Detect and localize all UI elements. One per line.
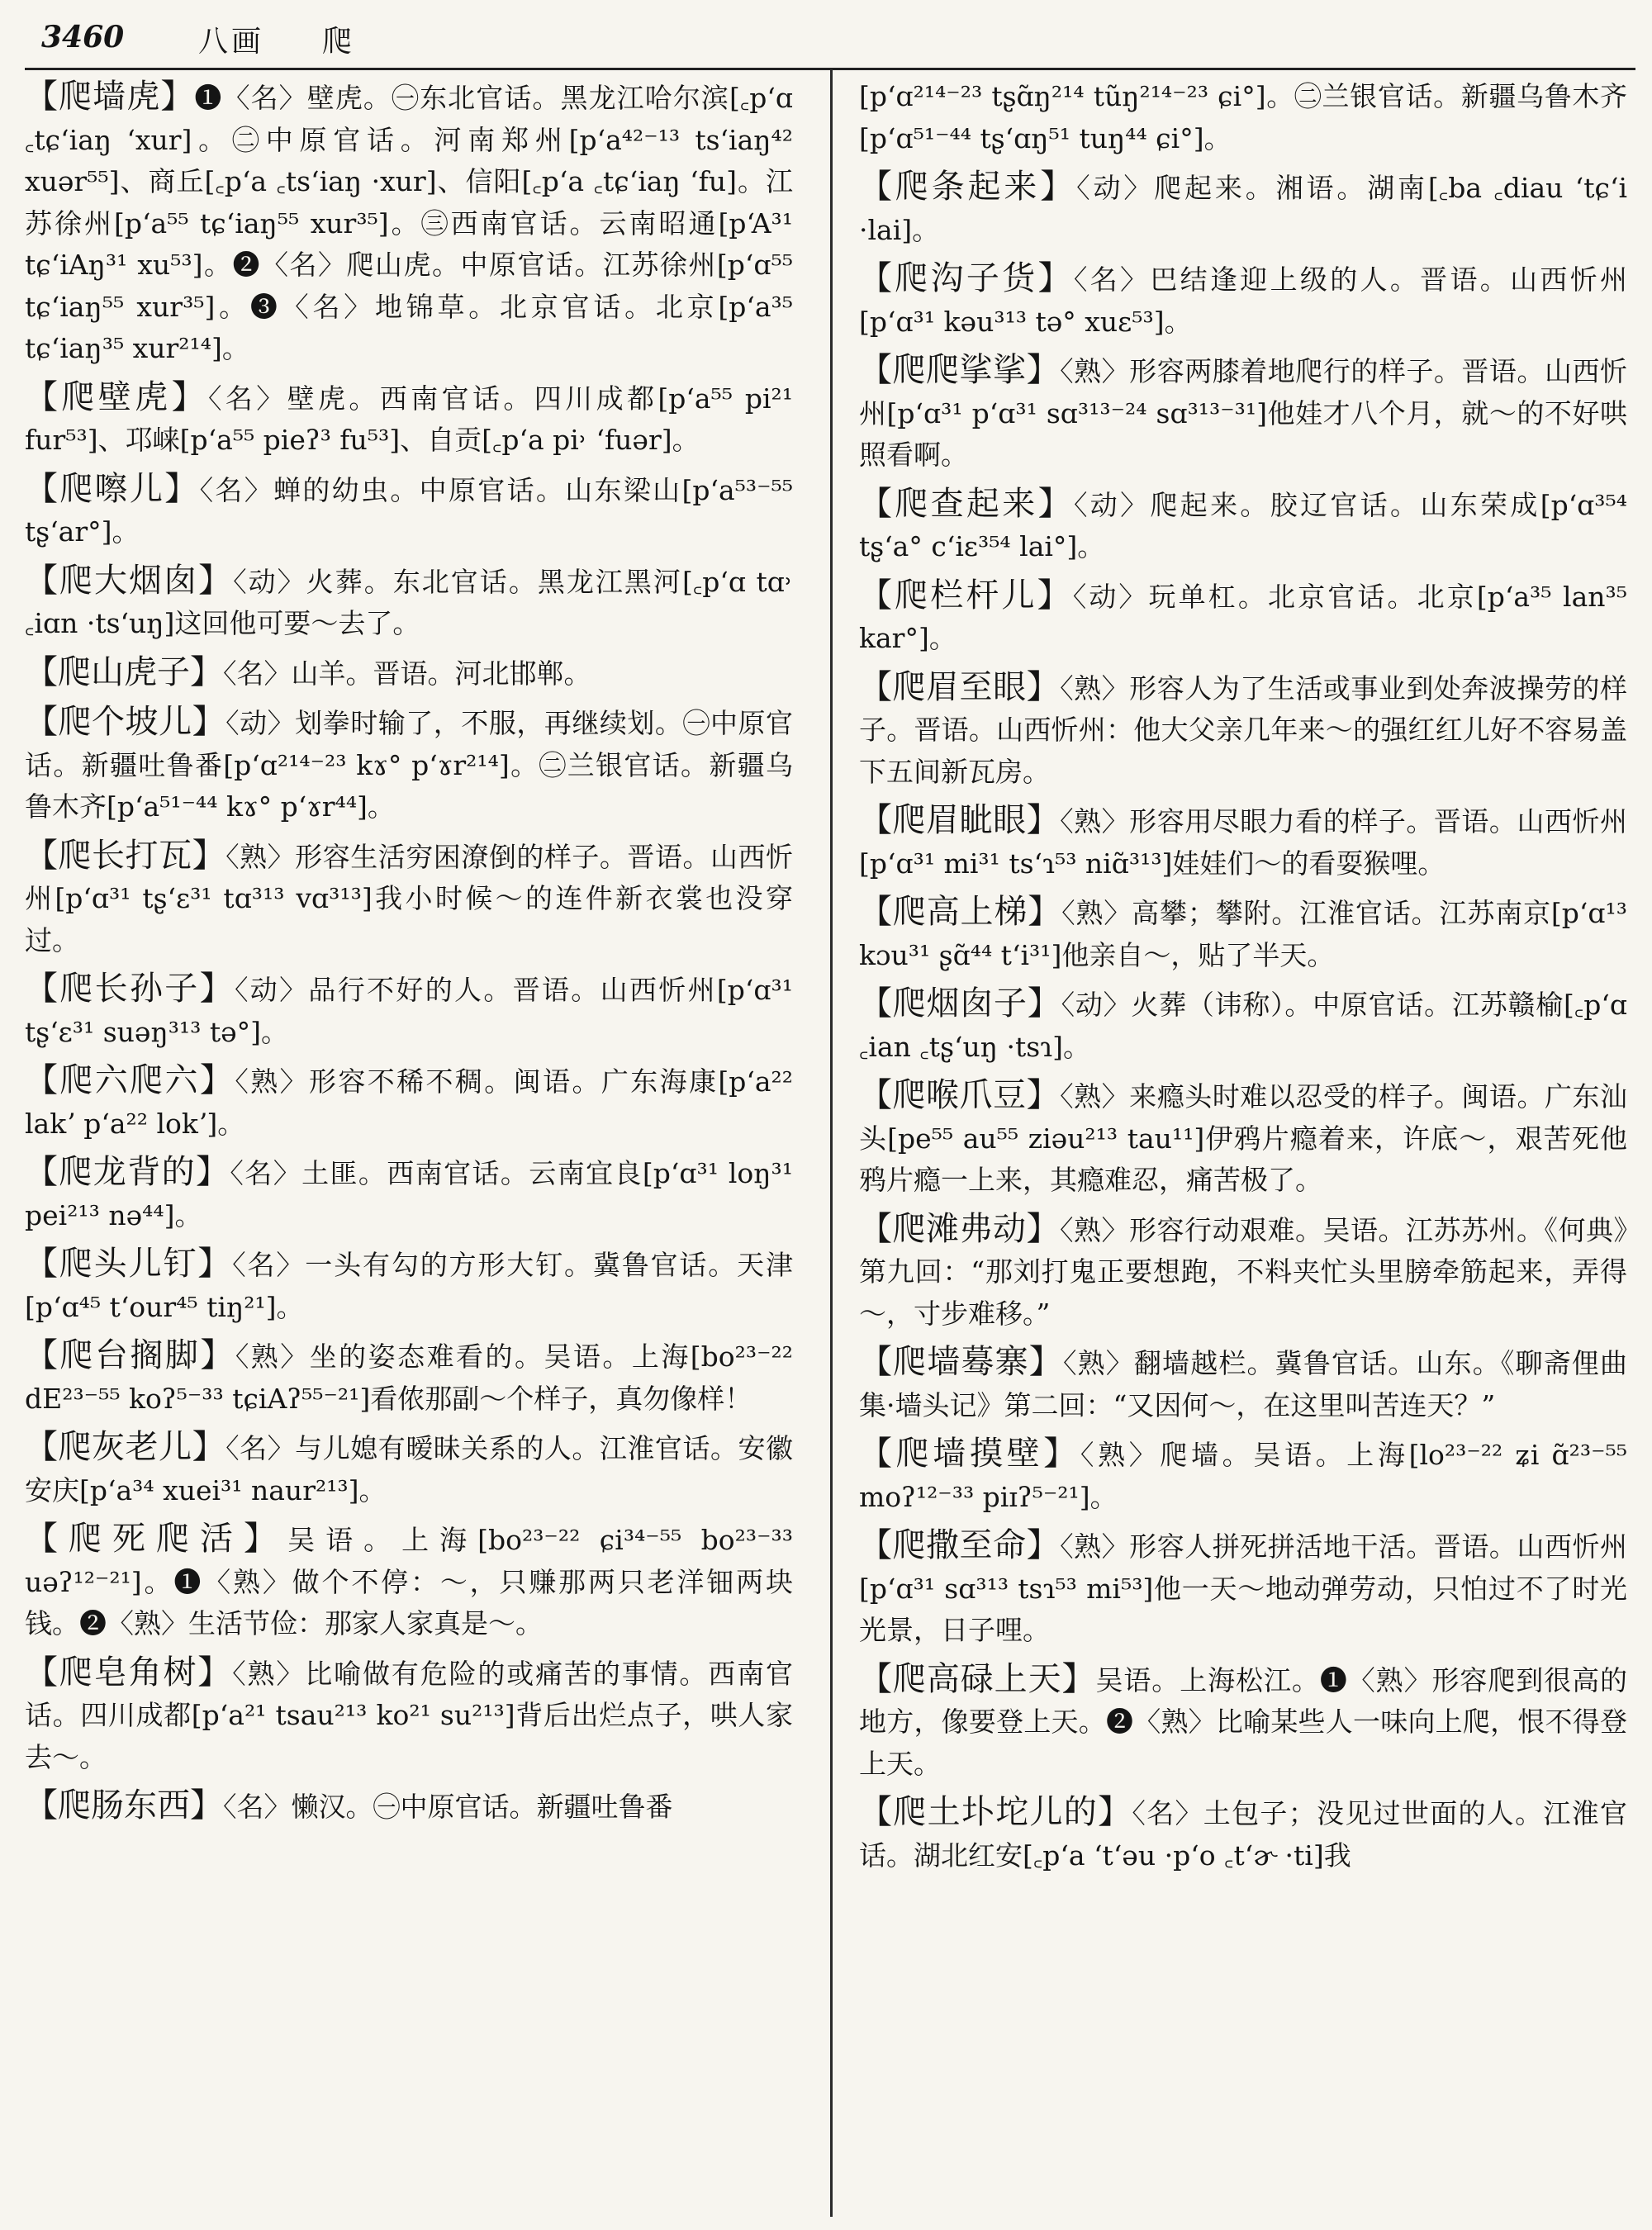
dictionary-entry [25, 1652, 793, 1779]
entry-headword: 【爬喉爪豆】 [859, 1076, 1061, 1114]
dictionary-entry [859, 1208, 1627, 1336]
page-number: 3460 [41, 20, 125, 55]
dictionary-entry [859, 76, 1627, 159]
dictionary-entry [859, 1791, 1627, 1877]
dictionary-entry [25, 835, 793, 962]
entry-definition: 〈名〉懒汉。㊀中原官话。新疆吐鲁番 [223, 1791, 673, 1823]
entry-headword: 【爬眉至眼】 [859, 667, 1061, 706]
entry-headword: 【爬灰老儿】 [25, 1428, 226, 1466]
entry-definition: 〈熟〉形容两膝着地爬行的样子。晋语。山西忻州[pʻɑ³¹ pʻɑ³¹ sɑ³¹³⁻²⁴ sɑ³¹³⁻³¹]他娃才八个月，就～的不好哄照看啊。 [859, 355, 1628, 471]
entry-definition: 〈动〉火葬（讳称）。中原官话。江苏赣榆[꜀pʻɑ ꜀ian ꜀tʂʻuŋ ·tsɿ]。 [859, 989, 1628, 1063]
dictionary-entry [25, 1518, 793, 1645]
entry-headword: 【爬滩弗动】 [859, 1209, 1060, 1248]
dictionary-entry [859, 1075, 1627, 1202]
entry-headword: 【爬墙摸壁】 [859, 1435, 1080, 1473]
entry-definition: 〈名〉土包子；没见过世面的人。江淮官话。湖北红安[꜀pʻa ʻtʻəu ·pʻo ꜀tʻɚ ·ti]我 [859, 1797, 1628, 1872]
entry-headword: 【爬沟子货】 [859, 259, 1074, 297]
entry-headword: 【爬土圤坨儿的】 [859, 1793, 1132, 1831]
dictionary-entry [25, 1060, 793, 1145]
entry-definition: 吴语。上海[bo²³⁻²² ɕi³⁴⁻⁵⁵ bo²³⁻³³ uəʔ¹²⁻²¹]。❶〈熟〉做个不停：～，只赚那两只老洋钿两块钱。❷〈熟〉生活节俭：那家人家真是～。 [25, 1524, 793, 1639]
entry-headword: 【爬墙蓦寨】 [859, 1343, 1063, 1381]
entry-headword: 【爬墙虎】 [25, 78, 195, 116]
entry-headword: 【爬高碌上天】 [859, 1659, 1096, 1698]
entry-headword: 【爬条起来】 [859, 168, 1077, 206]
entry-definition: 〈动〉品行不好的人。晋语。山西忻州[pʻɑ³¹ tʂʻɛ³¹ suəŋ³¹³ tə°]。 [25, 974, 793, 1048]
dictionary-entry [25, 1243, 793, 1328]
entry-headword: 【爬个坡儿】 [25, 703, 226, 741]
dictionary-entry [25, 1335, 793, 1420]
entry-headword: 【爬死爬活】 [25, 1520, 288, 1558]
dictionary-entry [859, 483, 1627, 568]
entry-headword: 【爬查起来】 [859, 484, 1074, 523]
entry-definition: 〈动〉划拳时输了，不服，再继续划。㊀中原官话。新疆吐鲁番[pʻɑ²¹⁴⁻²³ kɤ° pʻɤr²¹⁴]。㊁兰银官话。新疆乌鲁木齐[pʻa⁵¹⁻⁴⁴ kɤ° pʻɤr⁴⁴]。 [25, 707, 794, 823]
dictionary-entry [25, 76, 793, 370]
dictionary-entry [25, 701, 793, 828]
entry-headword: 【爬高上梯】 [859, 893, 1062, 931]
dictionary-entry [859, 799, 1627, 885]
entry-definition: 〈动〉爬起来。胶辽官话。山东荣成[pʻɑ³⁵⁴ tʂʻa° cʻiɛ³⁵⁴ lai°]。 [859, 488, 1627, 562]
entry-definition: 〈名〉与儿媳有暧昧关系的人。江淮官话。安徽安庆[pʻa³⁴ xuei³¹ naur²¹³]。 [25, 1432, 794, 1506]
entry-headword: 【爬长孙子】 [25, 970, 235, 1008]
dictionary-entry [25, 968, 793, 1053]
dictionary-entry [25, 1151, 793, 1236]
entry-headword: 【爬爬挲挲】 [859, 351, 1061, 389]
entry-headword: 【爬山虎子】 [25, 652, 223, 691]
entry-definition: 〈名〉蝉的幼虫。中原官话。山东梁山[pʻa⁵³⁻⁵⁵ tʂʻar°]。 [25, 473, 794, 548]
entry-definition: 〈熟〉来瘾头时难以忍受的样子。闽语。广东汕头[pe⁵⁵ au⁵⁵ ziəu²¹³ tau¹¹]伊鸦片瘾着来，许底～，艰苦死他鸦片瘾一上来，其瘾难忍，痛苦极了。 [859, 1080, 1628, 1196]
dictionary-entry [859, 1433, 1627, 1518]
entry-definition: 〈熟〉形容行动艰难。吴语。江苏苏州。《何典》第九回：“那刘打鬼正要想跑，不料夹忙头里膀牵筋起来，弄得～，寸步难移。” [859, 1213, 1627, 1330]
dictionary-entry [25, 560, 793, 645]
entry-definition: 〈名〉壁虎。西南官话。四川成都[pʻa⁵⁵ pi²¹ fur⁵³]、邛崃[pʻa⁵⁵ pieʔ³ fu⁵³]、自贡[꜀pʻa pi˒ ʻfuər]。 [25, 382, 794, 456]
entry-headword: 【爬栏杆儿】 [859, 576, 1073, 614]
right-column [859, 76, 1627, 1883]
entry-definition: 〈熟〉坐的姿态难看的。吴语。上海[bo²³⁻²² dE²³⁻⁵⁵ koʔ⁵⁻³³ tɕiAʔ⁵⁵⁻²¹]看侬那副～个样子，真勿像样！ [25, 1340, 794, 1415]
dictionary-entry [859, 1525, 1627, 1652]
entry-headword: 【爬嚓儿】 [25, 469, 200, 508]
entry-headword: 【爬台搁脚】 [25, 1336, 235, 1374]
entry-definition: 〈熟〉翻墙越栏。冀鲁官话。山东。《聊斋俚曲集·墙头记》第二回：“又因何～，在这里叫苦连天？” [859, 1347, 1628, 1421]
entry-definition: 〈名〉一头有勾的方形大钉。冀鲁官话。天津[pʻɑ⁴⁵ tʻour⁴⁵ tiŋ²¹]。 [25, 1249, 794, 1323]
dictionary-entry [859, 166, 1627, 251]
entry-headword: 【爬长打瓦】 [25, 836, 226, 875]
entry-headword: 【爬撒至命】 [859, 1526, 1061, 1564]
entry-headword: 【爬大烟囱】 [25, 561, 234, 600]
entry-definition: 〈名〉山羊。晋语。河北邯郸。 [223, 657, 591, 690]
dictionary-entry [859, 983, 1627, 1068]
dictionary-entry [859, 349, 1627, 477]
dictionary-entry [859, 258, 1627, 343]
entry-definition: 〈动〉玩单杠。北京官话。北京[pʻa³⁵ lan³⁵ kar°]。 [859, 580, 1627, 654]
entry-definition: 吴语。上海松江。❶〈熟〉形容爬到很高的地方，像要登上天。❷〈熟〉比喻某些人一味向上爬，恨不得登上天。 [859, 1663, 1628, 1780]
entry-definition: 〈熟〉形容人拼死拼活地干活。晋语。山西忻州[pʻɑ³¹ sɑ³¹³ tsɿ⁵³ mi⁵³]他一天～地动弹劳动，只怕过不了时光光景，日子哩。 [859, 1530, 1628, 1646]
left-column [25, 76, 793, 1835]
entry-definition: 〈熟〉形容生活穷困潦倒的样子。晋语。山西忻州[pʻɑ³¹ tʂʻɛ³¹ tɑ³¹³ vɑ³¹³]我小时候～的连件新衣裳也没穿过。 [25, 840, 794, 956]
dictionary-entry [859, 1341, 1627, 1426]
entry-definition: 〈名〉巴结逢迎上级的人。晋语。山西忻州[pʻɑ³¹ kəu³¹³ tə° xuɛ⁵³]。 [859, 263, 1627, 338]
entry-definition: 〈动〉火葬。东北官话。黑龙江黑河[꜀pʻɑ tɑ˒ ꜀iɑn ·tsʻuŋ]这回他可要～去了。 [25, 565, 794, 639]
dictionary-entry [25, 377, 793, 462]
entry-headword: 【爬头儿钉】 [25, 1245, 233, 1283]
entry-headword: 【爬龙背的】 [25, 1153, 230, 1191]
dictionary-entry [859, 575, 1627, 660]
dictionary-entry [25, 1426, 793, 1511]
radical-heading: 爬 [322, 25, 353, 59]
page-header [25, 18, 1635, 70]
dictionary-entry [859, 1658, 1627, 1786]
entry-definition: 〈熟〉比喻做有危险的或痛苦的事情。西南官话。四川成都[pʻa²¹ tsau²¹³ ko²¹ su²¹³]背后出烂点子，哄人家去～。 [25, 1657, 794, 1773]
column-divider [830, 69, 833, 2217]
entry-definition: [pʻɑ²¹⁴⁻²³ tʂɑ̃ŋ²¹⁴ tũŋ²¹⁴⁻²³ ɕi°]。㊁兰银官话。新疆乌鲁木齐[pʻɑ⁵¹⁻⁴⁴ tʂʻɑŋ⁵¹ tuŋ⁴⁴ ɕi°]。 [859, 80, 1627, 154]
entry-definition: 〈熟〉高攀；攀附。江淮官话。江苏南京[pʻɑ¹³ kɔu³¹ ʂɑ̃⁴⁴ tʻi³¹]他亲自～，贴了半天。 [859, 897, 1627, 971]
entry-headword: 【爬六爬六】 [25, 1061, 235, 1099]
entry-headword: 【爬烟囱子】 [859, 985, 1061, 1022]
dictionary-entry [25, 1785, 793, 1829]
dictionary-entry [859, 891, 1627, 976]
entry-definition: 〈熟〉形容不稀不稠。闽语。广东海康[pʻa²² lakʼ pʻa²² lokʼ]。 [25, 1065, 794, 1140]
entry-definition: 〈熟〉形容人为了生活或事业到处奔波操劳的样子。晋语。山西忻州：他大父亲几年来～的强红红儿好不容易盖下五间新瓦房。 [859, 671, 1628, 788]
entry-headword: 【爬眉眦眼】 [859, 801, 1061, 839]
entry-definition: 〈动〉爬起来。湘语。湖南[꜀ba ꜀diau ʻtɕʻi ·lai]。 [859, 172, 1628, 246]
entry-headword: 【爬皂角树】 [25, 1653, 233, 1691]
entry-headword: 【爬壁虎】 [25, 377, 208, 416]
dictionary-entry [25, 468, 793, 553]
entry-definition: 〈熟〉形容用尽眼力看的样子。晋语。山西忻州[pʻɑ³¹ mi³¹ tsʻɿ⁵³ niɑ̃³¹³]娃娃们～的看耍猴哩。 [859, 805, 1628, 880]
entry-definition: ❶〈名〉壁虎。㊀东北官话。黑龙江哈尔滨[꜀pʻɑ ꜀tɕʻiaŋ ʻxur]。㊁中原官话。河南郑州[pʻa⁴²⁻¹³ tsʻiaŋ⁴² xuər⁵⁵]、商丘[꜀pʻa ꜀tsʻiaŋ ·xur]、信阳[꜀pʻa ꜀tɕʻiaŋ ʻfu]。江苏徐州[pʻa⁵⁵ tɕʻiaŋ⁵⁵ xur³⁵]。㊂西南官话。云南昭通[pʻA³¹ tɕʻiAŋ³¹ xu⁵³]。❷〈名〉爬山虎。中原官话。江苏徐州[pʻɑ⁵⁵ tɕʻiaŋ⁵⁵ xur³⁵]。❸〈名〉地锦草。北京官话。北京[pʻa³⁵ tɕʻiaŋ³⁵ xur²¹⁴]。 [25, 82, 794, 364]
dictionary-entry [859, 667, 1627, 794]
dictionary-entry [25, 652, 793, 695]
entry-headword: 【爬肠东西】 [25, 1786, 223, 1824]
entry-definition: 〈熟〉爬墙。吴语。上海[lo²³⁻²² ʑi ɑ̃²³⁻⁵⁵ moʔ¹²⁻³³ piɪʔ⁵⁻²¹]。 [859, 1439, 1628, 1513]
section-title: 八画 [198, 25, 265, 59]
entry-definition: 〈名〉土匪。西南官话。云南宜良[pʻɑ³¹ loŋ³¹ pei²¹³ nə⁴⁴]。 [25, 1157, 793, 1231]
